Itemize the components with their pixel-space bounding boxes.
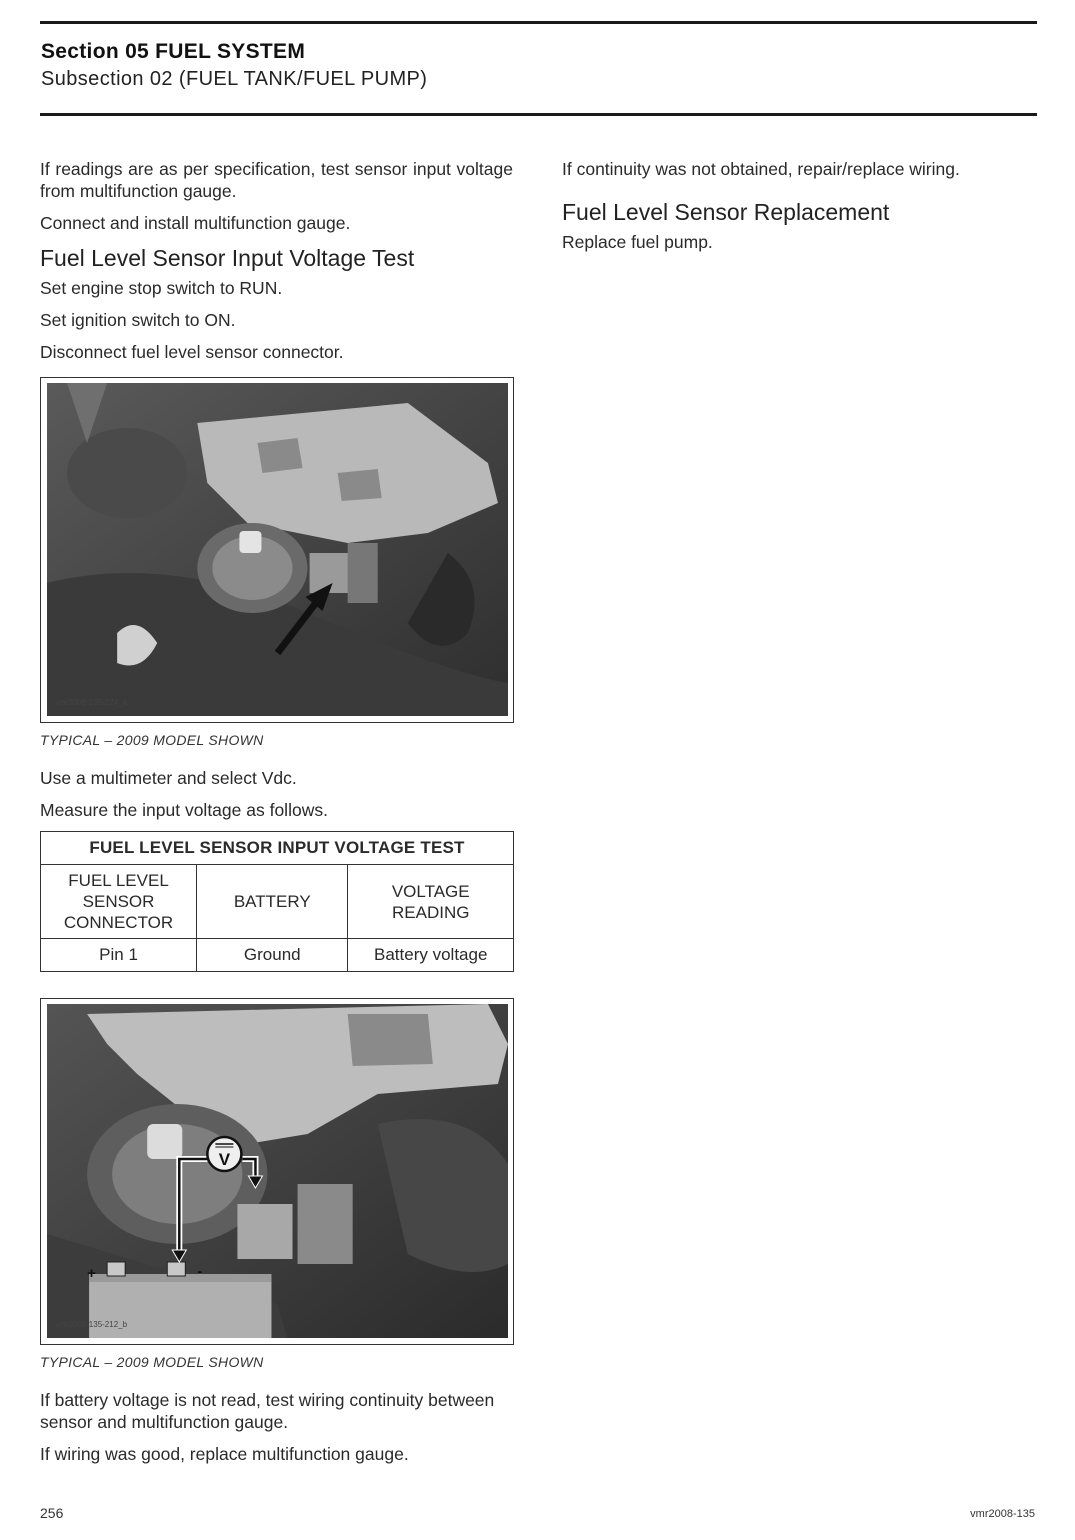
subheading-input-voltage-test: Fuel Level Sensor Input Voltage Test: [40, 245, 415, 271]
header-rule: [40, 113, 1037, 116]
paragraph: If wiring was good, replace multifunction gauge.: [40, 1444, 409, 1464]
figure-connector-photo: [40, 377, 514, 723]
top-rule: [40, 21, 1037, 24]
header-cell: FUEL LEVEL SENSOR CONNECTOR: [41, 865, 197, 939]
figure-caption: TYPICAL – 2009 MODEL SHOWN: [40, 1354, 264, 1370]
paragraph: If battery voltage is not read, test wiring continuity between sensor and multifunction gauge.: [40, 1390, 495, 1432]
table-cell: Ground: [197, 939, 348, 972]
meter-symbol: V: [218, 1150, 231, 1169]
document-code: vmr2008-135: [970, 1508, 1035, 1520]
figure-measurement-photo: [40, 998, 514, 1345]
figure-code: vmr2008-135-224_a: [55, 698, 128, 707]
step-text: Measure the input voltage as follows.: [40, 800, 328, 820]
header-cell: VOLTAGE READING: [348, 865, 514, 939]
photo-voltage-measurement: [47, 1004, 508, 1338]
step-text: Disconnect fuel level sensor connector.: [40, 342, 344, 362]
step-text: Set engine stop switch to RUN.: [40, 278, 283, 298]
page-number: 256: [40, 1505, 64, 1521]
paragraph: Connect and install multifunction gauge.: [40, 213, 351, 233]
step-text: Use a multimeter and select Vdc.: [40, 768, 297, 788]
figure-caption: TYPICAL – 2009 MODEL SHOWN: [40, 732, 264, 748]
step-text: Set ignition switch to ON.: [40, 310, 236, 330]
table-cell: Pin 1: [41, 939, 197, 972]
battery-minus-label: -: [197, 1263, 203, 1280]
paragraph: If continuity was not obtained, repair/replace wiring.: [562, 159, 960, 179]
table-cell: Battery voltage: [348, 939, 514, 972]
voltage-test-table: [40, 831, 514, 972]
paragraph: If readings are as per specification, test sensor input voltage from multifunction gauge.: [40, 159, 513, 201]
battery-plus-label: +: [87, 1265, 96, 1282]
section-title: Section 05 FUEL SYSTEM: [41, 40, 306, 63]
table-title-row: [41, 832, 514, 865]
photo-illustration: [47, 1004, 508, 1338]
photo-illustration: [47, 383, 508, 716]
subheading-sensor-replacement: Fuel Level Sensor Replacement: [562, 199, 890, 225]
photo-fuel-pump-connector: [47, 383, 508, 716]
right-column: [562, 158, 1037, 263]
table-title: FUEL LEVEL SENSOR INPUT VOLTAGE TEST: [41, 832, 514, 865]
header-cell: BATTERY: [197, 865, 348, 939]
table-row: [41, 939, 514, 972]
left-column: [40, 158, 513, 1475]
subsection-title: Subsection 02 (FUEL TANK/FUEL PUMP): [41, 68, 428, 90]
paragraph: Replace fuel pump.: [562, 232, 713, 252]
figure-code: vmr2008-135-212_b: [55, 1320, 128, 1329]
table-header-row: [41, 865, 514, 939]
